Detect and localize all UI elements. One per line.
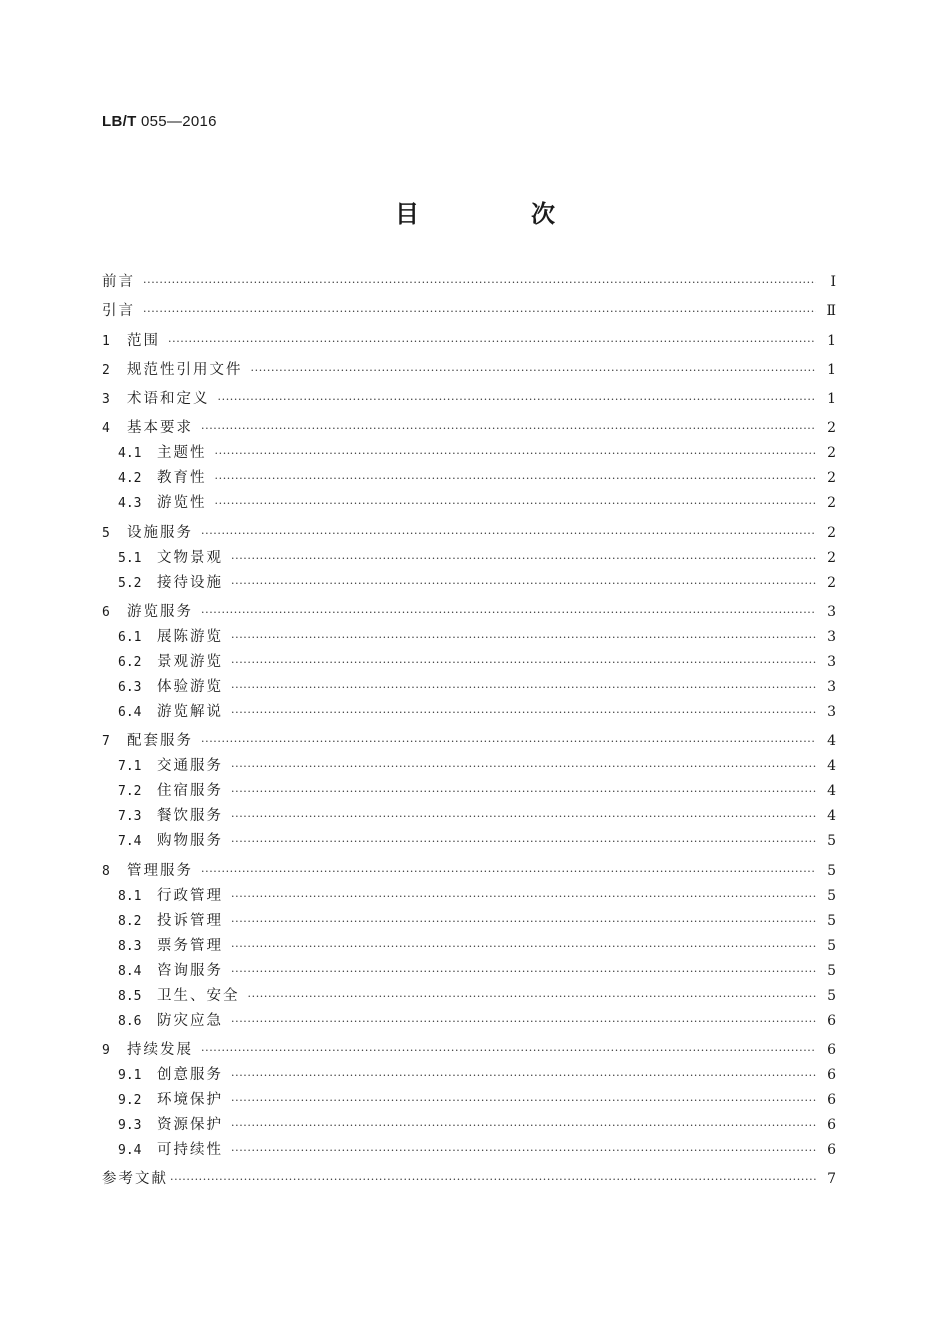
toc-entry[interactable] [102, 829, 836, 854]
toc-entry-page: 4 [827, 808, 836, 825]
dot-leader [201, 729, 816, 754]
toc-entry-number: 8.3 [118, 938, 142, 954]
dot-leader [231, 1138, 816, 1163]
toc-entry[interactable] [102, 521, 836, 546]
toc-entry-number: 5.1 [118, 550, 142, 566]
toc-entry-label: 防灾应急 [157, 1012, 223, 1029]
toc-entry-page: 6 [827, 1141, 836, 1158]
toc-entry-number: 6.4 [118, 705, 142, 721]
toc-entry-label: 票务管理 [157, 937, 223, 954]
toc-entry-label: 主题性 [157, 445, 207, 462]
dot-leader [231, 829, 816, 854]
dot-leader [201, 600, 816, 625]
toc-entry[interactable] [102, 546, 836, 571]
toc-entry-page: Ⅰ [830, 274, 836, 290]
toc-entry-page: Ⅱ [826, 303, 836, 320]
toc-entry-label: 交通服务 [157, 758, 223, 775]
toc-entry[interactable] [102, 571, 836, 596]
toc-entry-number: 7.2 [118, 784, 142, 800]
dot-leader [231, 754, 816, 779]
toc-entry-page: 3 [827, 679, 836, 696]
toc-entry-label: 游览性 [157, 495, 207, 512]
toc-entry[interactable] [102, 1088, 836, 1113]
toc-entry-number: 6.3 [118, 680, 142, 696]
toc-entry-page: 5 [827, 912, 836, 929]
toc-entry-number: 6.1 [118, 630, 142, 646]
dot-leader [201, 521, 816, 546]
toc-entry-page: 2 [827, 524, 836, 541]
toc-entry-page: 5 [827, 962, 836, 979]
toc-entry[interactable] [102, 625, 836, 650]
toc-entry-label: 体验游览 [157, 679, 223, 696]
toc-entry-number: 3 [102, 392, 110, 408]
toc-entry[interactable] [102, 270, 836, 295]
toc-entry-page: 2 [827, 495, 836, 512]
toc-entry-page: 1 [827, 361, 836, 378]
page-title: 目 次 [395, 200, 599, 228]
toc-entry-label: 引言 [102, 303, 135, 320]
toc-entry-page: 3 [827, 604, 836, 621]
toc-entry-label: 范围 [127, 332, 160, 349]
dot-leader [231, 650, 816, 675]
dot-leader [231, 1009, 816, 1034]
dot-leader [201, 1038, 816, 1063]
toc-entry[interactable] [102, 1167, 836, 1192]
toc-entry-label: 接待设施 [157, 574, 223, 591]
standard-code-number: 055—2016 [141, 113, 217, 130]
dot-leader [231, 934, 816, 959]
toc-entry[interactable] [102, 650, 836, 675]
dot-leader [231, 804, 816, 829]
toc-entry[interactable] [102, 441, 836, 466]
toc-entry-label: 购物服务 [157, 833, 223, 850]
toc-entry-label: 资源保护 [157, 1116, 223, 1133]
toc-entry-page: 3 [827, 704, 836, 721]
toc-entry[interactable] [102, 1113, 836, 1138]
toc-entry-number: 8.1 [118, 888, 142, 904]
toc-entry[interactable] [102, 934, 836, 959]
dot-leader [231, 675, 816, 700]
dot-leader [231, 779, 816, 804]
dot-leader [143, 270, 816, 295]
toc-entry-page: 6 [827, 1012, 836, 1029]
dot-leader [231, 1088, 816, 1113]
toc-entry-label: 设施服务 [127, 524, 193, 541]
toc-entry-page: 5 [827, 833, 836, 850]
toc-entry-page: 6 [827, 1116, 836, 1133]
toc-entry-number: 9 [102, 1042, 110, 1058]
toc-entry-label: 餐饮服务 [157, 808, 223, 825]
toc-entry-label: 环境保护 [157, 1091, 223, 1108]
toc-entry-label: 规范性引用文件 [127, 361, 243, 378]
toc-entry[interactable] [102, 779, 836, 804]
toc-entry-page: 7 [827, 1171, 836, 1188]
toc-entry-label: 文物景观 [157, 549, 223, 566]
toc-entry-label: 行政管理 [157, 887, 223, 904]
dot-leader [215, 491, 817, 516]
standard-code-prefix: LB/T [102, 113, 137, 130]
toc-entry[interactable] [102, 387, 836, 412]
toc-entry-number: 7.1 [118, 759, 142, 775]
toc-entry-number: 4 [102, 421, 110, 437]
toc-entry-page: 5 [827, 887, 836, 904]
dot-leader [248, 984, 817, 1009]
toc-entry-number: 8.4 [118, 963, 142, 979]
toc-entry-label: 参考文献 [102, 1171, 168, 1188]
toc-entry-page: 2 [827, 470, 836, 487]
toc-entry-number: 2 [102, 362, 110, 378]
dot-leader [231, 571, 816, 596]
toc-entry[interactable] [102, 700, 836, 725]
toc-entry-page: 2 [827, 574, 836, 591]
dot-leader [201, 859, 816, 884]
toc-entry-number: 8 [102, 863, 110, 879]
toc-entry-label: 术语和定义 [127, 391, 210, 408]
dot-leader [170, 1167, 816, 1192]
toc-entry-page: 6 [827, 1091, 836, 1108]
toc-entry-page: 4 [827, 733, 836, 750]
dot-leader [231, 1113, 816, 1138]
toc-entry[interactable] [102, 466, 836, 491]
toc-entry[interactable] [102, 299, 836, 324]
toc-entry[interactable] [102, 984, 836, 1009]
toc-entry-number: 9.4 [118, 1142, 142, 1158]
dot-leader [231, 546, 816, 571]
toc-entry-label: 基本要求 [127, 420, 193, 437]
toc-entry[interactable] [102, 600, 836, 625]
dot-leader [215, 466, 817, 491]
toc-entry-page: 5 [827, 862, 836, 879]
toc-entry-number: 7 [102, 734, 110, 750]
toc-entry-label: 可持续性 [157, 1141, 223, 1158]
toc-entry-label: 游览解说 [157, 704, 223, 721]
toc-entry-number: 7.3 [118, 809, 142, 825]
toc-entry-label: 住宿服务 [157, 783, 223, 800]
toc-entry-page: 1 [827, 332, 836, 349]
toc-entry-number: 5.2 [118, 575, 142, 591]
toc-entry-page: 4 [827, 758, 836, 775]
toc-entry-label: 管理服务 [127, 862, 193, 879]
toc-entry-label: 投诉管理 [157, 912, 223, 929]
toc-entry-number: 4.1 [118, 446, 142, 462]
toc-entry-number: 1 [102, 333, 110, 349]
dot-leader [231, 909, 816, 934]
toc-entry-label: 景观游览 [157, 654, 223, 671]
toc-entry-page: 2 [827, 420, 836, 437]
dot-leader [168, 329, 816, 354]
dot-leader [201, 416, 816, 441]
toc-entry[interactable] [102, 1009, 836, 1034]
dot-leader [143, 299, 816, 324]
toc-entry-label: 游览服务 [127, 604, 193, 621]
dot-leader [231, 700, 816, 725]
toc-entry-label: 配套服务 [127, 733, 193, 750]
dot-leader [218, 387, 817, 412]
standard-code [102, 113, 217, 130]
table-of-contents [102, 270, 836, 1192]
toc-entry-page: 2 [827, 549, 836, 566]
toc-entry-number: 8.5 [118, 988, 142, 1004]
toc-entry-number: 4.2 [118, 471, 142, 487]
toc-entry[interactable] [102, 859, 836, 884]
toc-entry[interactable] [102, 884, 836, 909]
toc-entry-number: 8.2 [118, 913, 142, 929]
toc-entry-label: 持续发展 [127, 1041, 193, 1058]
toc-entry-number: 6 [102, 605, 110, 621]
dot-leader [231, 625, 816, 650]
toc-entry-page: 3 [827, 654, 836, 671]
toc-entry[interactable] [102, 909, 836, 934]
toc-entry[interactable] [102, 804, 836, 829]
toc-entry-page: 4 [827, 783, 836, 800]
toc-entry-number: 5 [102, 525, 110, 541]
toc-entry-page: 6 [827, 1066, 836, 1083]
toc-entry-label: 卫生、安全 [157, 987, 240, 1004]
toc-entry-label: 展陈游览 [157, 629, 223, 646]
toc-entry[interactable] [102, 754, 836, 779]
toc-entry-number: 6.2 [118, 655, 142, 671]
toc-entry[interactable] [102, 1038, 836, 1063]
toc-entry[interactable] [102, 729, 836, 754]
dot-leader [231, 884, 816, 909]
toc-entry-label: 创意服务 [157, 1066, 223, 1083]
dot-leader [251, 358, 817, 383]
toc-entry-page: 6 [827, 1041, 836, 1058]
toc-entry-page: 2 [827, 445, 836, 462]
toc-entry[interactable] [102, 358, 836, 383]
toc-entry-number: 7.4 [118, 834, 142, 850]
toc-entry[interactable] [102, 1063, 836, 1088]
toc-entry-page: 3 [827, 629, 836, 646]
toc-entry-label: 咨询服务 [157, 962, 223, 979]
toc-entry[interactable] [102, 329, 836, 354]
toc-entry-page: 5 [827, 937, 836, 954]
toc-entry[interactable] [102, 959, 836, 984]
dot-leader [231, 959, 816, 984]
dot-leader [231, 1063, 816, 1088]
toc-entry-label: 教育性 [157, 470, 207, 487]
toc-entry-label: 前言 [102, 274, 135, 290]
toc-entry-number: 4.3 [118, 496, 142, 512]
toc-entry[interactable] [102, 491, 836, 516]
toc-entry[interactable] [102, 675, 836, 700]
toc-entry-page: 1 [827, 391, 836, 408]
toc-entry-page: 5 [827, 987, 836, 1004]
toc-entry-number: 8.6 [118, 1013, 142, 1029]
toc-entry[interactable] [102, 416, 836, 441]
toc-entry-number: 9.2 [118, 1092, 142, 1108]
toc-entry[interactable] [102, 1138, 836, 1163]
toc-entry-number: 9.1 [118, 1067, 142, 1083]
toc-entry-number: 9.3 [118, 1117, 142, 1133]
dot-leader [215, 441, 817, 466]
